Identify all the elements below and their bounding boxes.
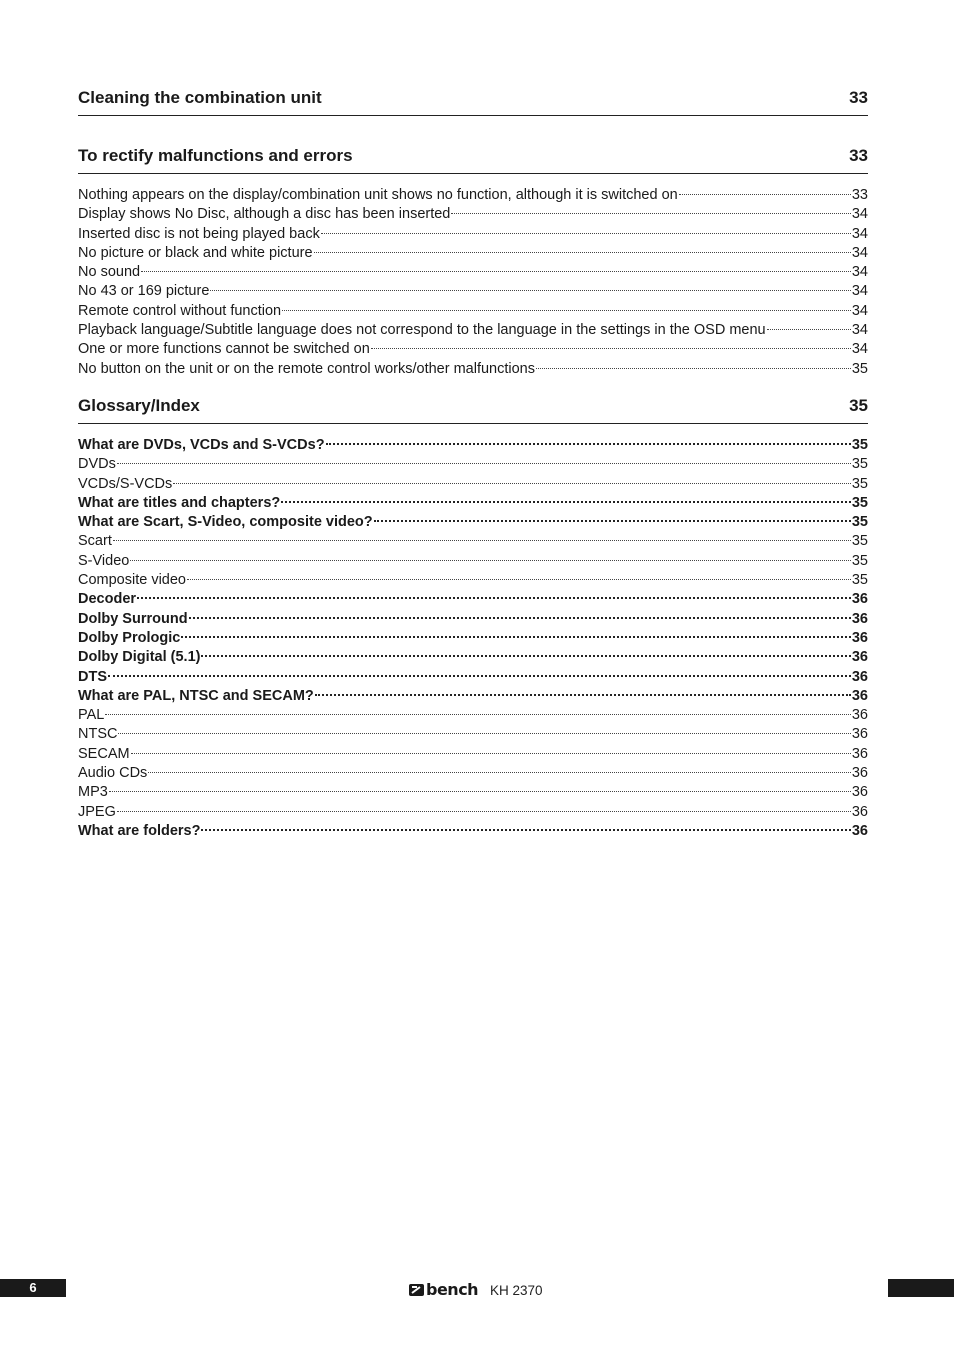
toc-entry bbox=[78, 552, 868, 571]
dot-leader bbox=[321, 232, 851, 234]
toc-entry bbox=[78, 648, 868, 667]
page-number: 6 bbox=[0, 1279, 66, 1297]
dot-leader bbox=[282, 309, 851, 311]
dot-leader bbox=[451, 212, 850, 214]
dot-leader bbox=[113, 539, 851, 541]
toc-entry-page: 36 bbox=[851, 765, 868, 782]
toc-entry bbox=[78, 244, 868, 263]
model-number: KH 2370 bbox=[490, 1282, 543, 1298]
section-page: 33 bbox=[849, 146, 868, 165]
toc-entry-title: Scart bbox=[78, 533, 112, 550]
toc-entry-page: 34 bbox=[851, 283, 868, 300]
toc-entry bbox=[78, 455, 868, 474]
dot-leader bbox=[187, 578, 851, 580]
toc-entry-title: No picture or black and white picture bbox=[78, 244, 313, 261]
toc-entry-page: 36 bbox=[851, 822, 868, 839]
toc-entry-page: 35 bbox=[851, 552, 868, 569]
toc-entry bbox=[78, 302, 868, 321]
bench-logo-icon bbox=[408, 1281, 486, 1299]
dot-leader bbox=[117, 810, 851, 812]
dot-leader bbox=[173, 482, 851, 484]
toc-entry-page: 34 bbox=[851, 244, 868, 261]
toc-entry-title: What are titles and chapters? bbox=[78, 494, 281, 511]
toc-entry-title: What are Scart, S-Video, composite video? bbox=[78, 514, 373, 531]
toc-entry-title: PAL bbox=[78, 707, 105, 724]
toc-entry-title: Nothing appears on the display/combination unit shows no function, although it is switched on bbox=[78, 187, 678, 203]
dot-leader bbox=[326, 442, 851, 445]
dot-leader bbox=[201, 654, 850, 657]
toc-entry-title: Decoder bbox=[78, 591, 137, 608]
toc-entry bbox=[78, 475, 868, 494]
dot-leader bbox=[767, 328, 851, 330]
dot-leader bbox=[210, 289, 850, 291]
dot-leader bbox=[315, 693, 851, 696]
toc-entry-title: Remote control without function bbox=[78, 302, 282, 319]
section-title: Glossary/Index bbox=[78, 396, 200, 415]
dot-leader bbox=[148, 771, 851, 773]
toc-entry-title: DVDs bbox=[78, 456, 116, 473]
dot-leader bbox=[141, 270, 851, 272]
bench-logo bbox=[408, 1281, 486, 1299]
footer-bar bbox=[888, 1279, 954, 1297]
dot-leader bbox=[201, 828, 850, 831]
section-page: 35 bbox=[849, 396, 868, 415]
toc-entry bbox=[78, 321, 868, 340]
toc-entry-title: One or more functions cannot be switched on bbox=[78, 341, 370, 358]
toc-entry-page: 35 bbox=[851, 572, 868, 589]
section-malfunctions bbox=[78, 146, 868, 379]
entry-list bbox=[78, 436, 868, 841]
toc-entry-title: JPEG bbox=[78, 803, 116, 820]
toc-entry-page: 34 bbox=[851, 322, 868, 339]
dot-leader bbox=[118, 732, 850, 734]
toc-entry-title: What are DVDs, VCDs and S-VCDs? bbox=[78, 437, 325, 453]
toc-entry bbox=[78, 225, 868, 244]
section-heading bbox=[78, 396, 868, 424]
toc-entry-page: 36 bbox=[851, 726, 868, 743]
toc-entry bbox=[78, 263, 868, 282]
brand-text: bench bbox=[426, 1281, 479, 1299]
toc-entry bbox=[78, 494, 868, 513]
toc-entry bbox=[78, 590, 868, 609]
toc-entry-title: Dolby Digital (5.1) bbox=[78, 649, 201, 666]
dot-leader bbox=[131, 752, 851, 754]
toc-entry-title: Audio CDs bbox=[78, 765, 148, 782]
toc-entry-title: MP3 bbox=[78, 784, 108, 801]
toc-entry-title: Inserted disc is not being played back bbox=[78, 225, 320, 242]
toc-entry-page: 34 bbox=[851, 264, 868, 281]
dot-leader bbox=[314, 251, 851, 253]
toc-entry-title: No button on the unit or on the remote control works/other malfunctions bbox=[78, 360, 535, 377]
toc-entry-page: 36 bbox=[851, 745, 868, 762]
toc-entry-title: S-Video bbox=[78, 552, 130, 569]
toc-entry-page: 36 bbox=[851, 803, 868, 820]
section-title: To rectify malfunctions and errors bbox=[78, 146, 353, 165]
toc-entry-page: 35 bbox=[851, 494, 868, 511]
entry-list bbox=[78, 186, 868, 379]
toc-entry bbox=[78, 803, 868, 822]
toc-entry-title: No 43 or 169 picture bbox=[78, 283, 210, 300]
toc-entry-title: DTS bbox=[78, 668, 107, 685]
toc-entry-page: 34 bbox=[851, 225, 868, 242]
dot-leader bbox=[536, 367, 851, 369]
toc-entry bbox=[78, 745, 868, 764]
dot-leader bbox=[105, 713, 851, 715]
toc-entry bbox=[78, 436, 868, 455]
toc-entry bbox=[78, 282, 868, 301]
footer-brand bbox=[408, 1280, 543, 1300]
toc-entry-title: What are PAL, NTSC and SECAM? bbox=[78, 687, 314, 704]
toc-entry-title: What are folders? bbox=[78, 822, 201, 839]
toc-entry bbox=[78, 360, 868, 379]
toc-entry-page: 36 bbox=[851, 591, 868, 608]
toc-entry bbox=[78, 764, 868, 783]
toc-entry-page: 34 bbox=[851, 206, 868, 223]
dot-leader bbox=[189, 616, 851, 619]
toc-entry-title: Dolby Surround bbox=[78, 610, 188, 627]
toc-entry-page: 36 bbox=[851, 649, 868, 666]
toc-entry bbox=[78, 725, 868, 744]
toc-entry-page: 35 bbox=[851, 437, 868, 453]
toc-entry-page: 35 bbox=[851, 475, 868, 492]
dot-leader bbox=[374, 519, 851, 522]
section-page: 33 bbox=[849, 88, 868, 107]
dot-leader bbox=[181, 635, 851, 638]
toc-entry bbox=[78, 532, 868, 551]
section-heading bbox=[78, 88, 868, 116]
toc-entry-title: Dolby Prologic bbox=[78, 629, 181, 646]
toc-entry-page: 34 bbox=[851, 302, 868, 319]
toc-entry bbox=[78, 629, 868, 648]
toc-entry-title: NTSC bbox=[78, 726, 118, 743]
dot-leader bbox=[108, 674, 851, 677]
toc-entry bbox=[78, 571, 868, 590]
toc-entry bbox=[78, 513, 868, 532]
dot-leader bbox=[109, 790, 851, 792]
toc-entry-page: 36 bbox=[851, 784, 868, 801]
toc-entry-page: 36 bbox=[851, 687, 868, 704]
toc-entry bbox=[78, 340, 868, 359]
toc-entry-page: 35 bbox=[851, 514, 868, 531]
toc-entry bbox=[78, 706, 868, 725]
toc-entry-page: 35 bbox=[851, 456, 868, 473]
toc-entry bbox=[78, 687, 868, 706]
toc-entry-page: 33 bbox=[851, 187, 868, 203]
toc-entry bbox=[78, 668, 868, 687]
dot-leader bbox=[371, 347, 851, 349]
toc-entry bbox=[78, 783, 868, 802]
section-cleaning bbox=[78, 88, 868, 116]
dot-leader bbox=[137, 596, 851, 599]
toc-entry-title: Playback language/Subtitle language does not correspond to the language in the settings in the OSD menu bbox=[78, 322, 766, 339]
dot-leader bbox=[130, 559, 851, 561]
toc-entry-page: 36 bbox=[851, 610, 868, 627]
toc-entry-page: 35 bbox=[851, 360, 868, 377]
toc-entry-title: Composite video bbox=[78, 572, 186, 589]
section-glossary bbox=[78, 396, 868, 841]
toc-entry bbox=[78, 610, 868, 629]
toc-entry bbox=[78, 186, 868, 205]
toc-entry-page: 36 bbox=[851, 707, 868, 724]
toc-entry-title: Display shows No Disc, although a disc has been inserted bbox=[78, 206, 451, 223]
dot-leader bbox=[281, 500, 851, 503]
dot-leader bbox=[679, 193, 851, 195]
dot-leader bbox=[117, 462, 851, 464]
section-title: Cleaning the combination unit bbox=[78, 88, 322, 107]
toc-entry bbox=[78, 822, 868, 841]
toc-entry-page: 34 bbox=[851, 341, 868, 358]
toc-entry-page: 36 bbox=[851, 668, 868, 685]
section-heading bbox=[78, 146, 868, 174]
toc-entry-title: VCDs/S-VCDs bbox=[78, 475, 173, 492]
toc-entry bbox=[78, 205, 868, 224]
toc-entry-page: 36 bbox=[851, 629, 868, 646]
toc-entry-title: SECAM bbox=[78, 745, 130, 762]
toc-entry-page: 35 bbox=[851, 533, 868, 550]
toc-entry-title: No sound bbox=[78, 264, 141, 281]
